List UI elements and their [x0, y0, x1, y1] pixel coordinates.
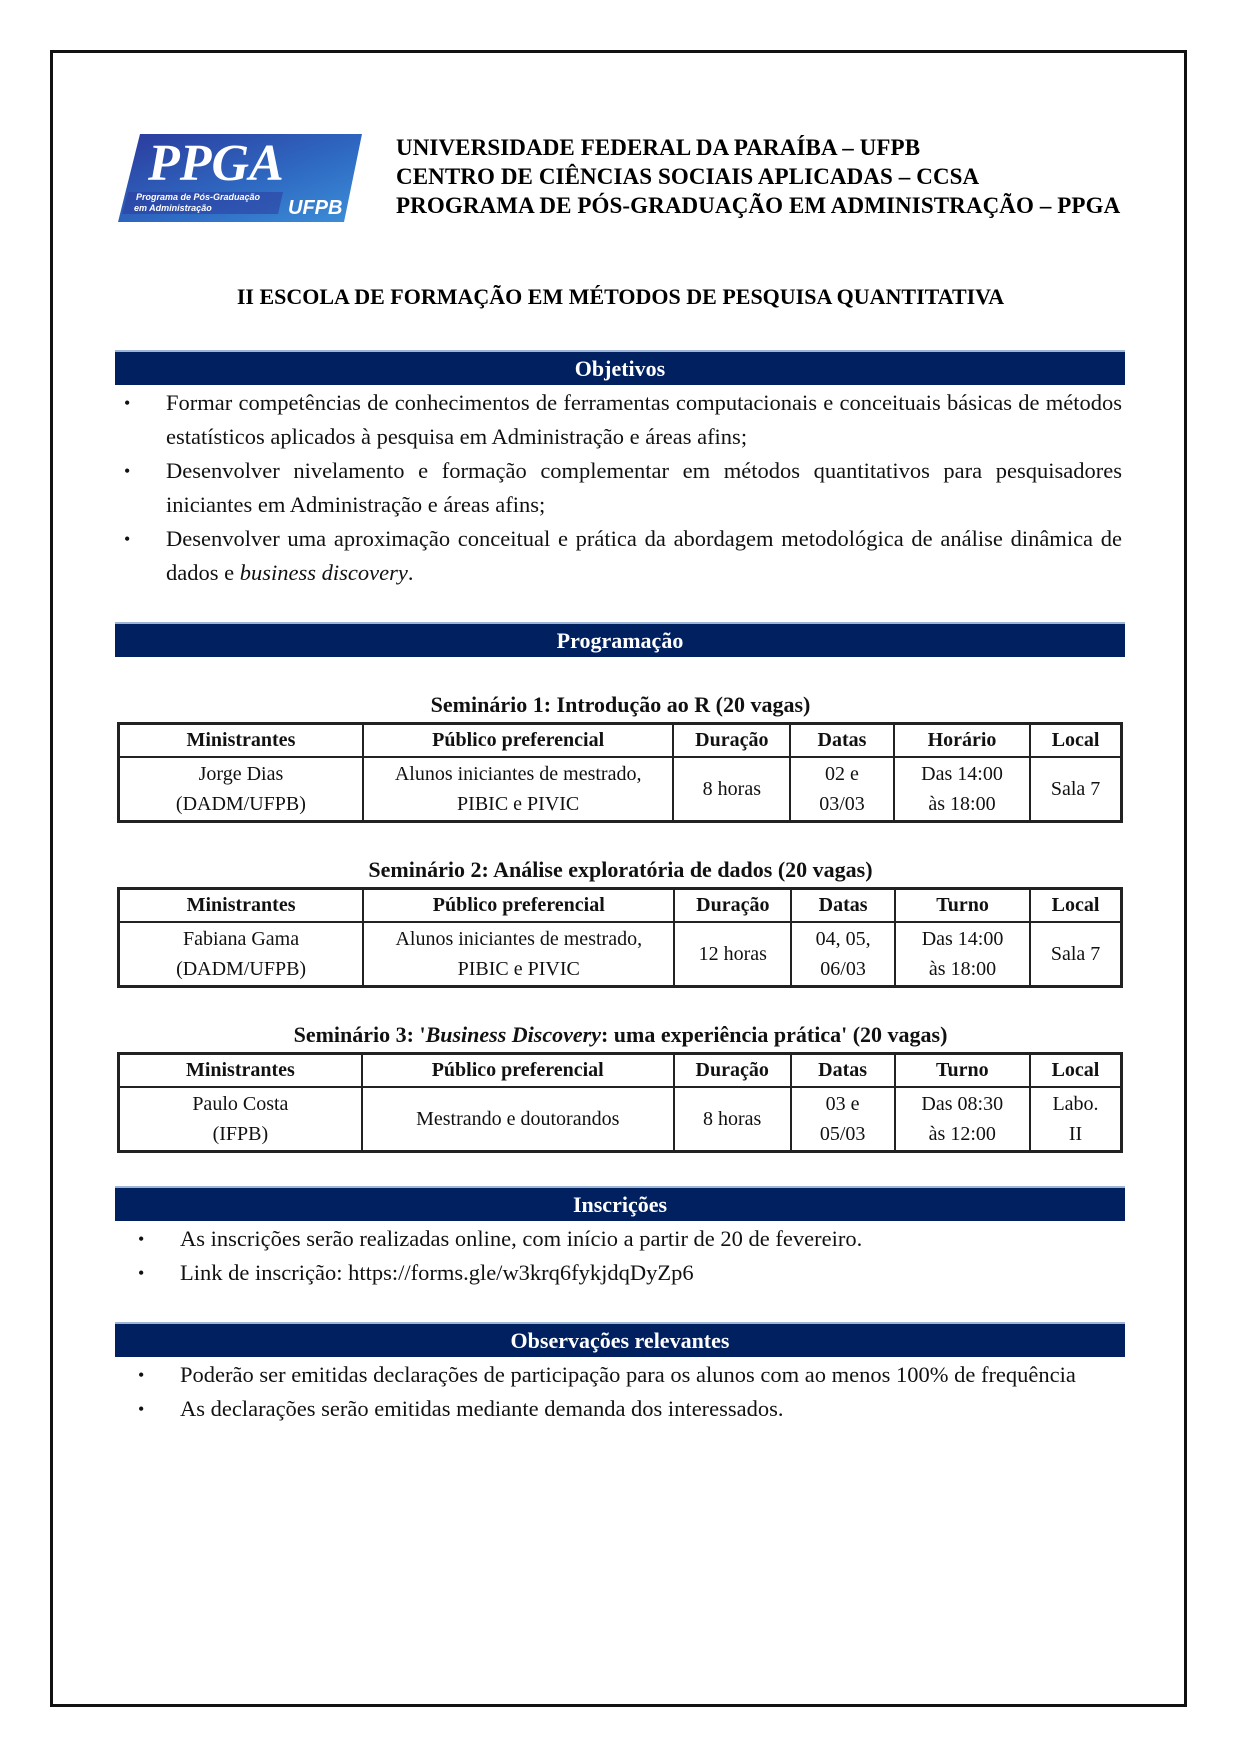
section-bar-objetivos: Objetivos: [115, 350, 1125, 385]
column-header: Turno: [895, 1054, 1030, 1088]
logo-subtitle-1: Programa de Pós-Graduação: [136, 192, 261, 202]
section-bar-inscricoes: Inscrições: [115, 1186, 1125, 1221]
column-header: Ministrantes: [119, 889, 364, 923]
bullet-icon: •: [138, 1399, 145, 1419]
cell-publico: Mestrando e doutorandos: [362, 1087, 674, 1152]
logo-subtitle-2: em Administração: [134, 203, 212, 213]
header-program: PROGRAMA DE PÓS-GRADUAÇÃO EM ADMINISTRAÇÃO – PPGA: [396, 193, 1121, 218]
cell-duracao: 8 horas: [673, 757, 790, 822]
bullet-icon: •: [124, 461, 131, 481]
table-row: [119, 757, 1122, 822]
seminar-2-table: [117, 887, 1123, 988]
column-header: Ministrantes: [119, 724, 363, 758]
section-bar-programacao: Programação: [115, 622, 1125, 657]
column-header: Público preferencial: [363, 724, 674, 758]
bullet-icon: •: [138, 1365, 145, 1385]
column-header: Público preferencial: [363, 889, 674, 923]
bullet-icon: •: [138, 1263, 145, 1283]
cell-duracao: 8 horas: [674, 1087, 791, 1152]
column-header: Ministrantes: [119, 1054, 362, 1088]
column-header: Datas: [790, 724, 894, 758]
column-header: Duração: [674, 1054, 791, 1088]
cell-datas: 04, 05, 06/03: [791, 922, 895, 987]
column-header: Local: [1030, 1054, 1122, 1088]
cell-duracao: 12 horas: [674, 922, 791, 987]
cell-local: Labo. II: [1030, 1087, 1122, 1152]
column-header: Datas: [791, 1054, 895, 1088]
seminar-1-title: Seminário 1: Introdução ao R (20 vagas): [430, 692, 811, 717]
header-center: CENTRO DE CIÊNCIAS SOCIAIS APLICADAS – CCSA: [396, 164, 980, 189]
bullet-icon: •: [124, 393, 131, 413]
column-header: Público preferencial: [362, 1054, 674, 1088]
list-item[interactable]: [132, 1256, 1122, 1290]
cell-ministrante: Paulo Costa (IFPB): [119, 1087, 362, 1152]
cell-publico: Alunos iniciantes de mestrado, PIBIC e PIVIC: [363, 757, 674, 822]
column-header: Turno: [895, 889, 1030, 923]
cell-local: Sala 7: [1030, 922, 1121, 987]
column-header: Horário: [894, 724, 1030, 758]
cell-local: Sala 7: [1030, 757, 1121, 822]
bullet-icon: •: [124, 529, 131, 549]
cell-turno: Das 08:30 às 12:00: [895, 1087, 1030, 1152]
column-header: Duração: [674, 889, 791, 923]
cell-horario: Das 14:00 às 18:00: [894, 757, 1030, 822]
list-item: • Formar competências de conhecimentos de ferramentas computacionais e conceituais básicas de métodos estatísticos aplicados à pesquisa em Administração e áreas afins;: [118, 386, 1122, 454]
table-row: [119, 922, 1122, 987]
institution-header: [396, 133, 1120, 220]
cell-ministrante: Fabiana Gama (DADM/UFPB): [119, 922, 364, 987]
cell-datas: 03 e 05/03: [791, 1087, 895, 1152]
document-title: II ESCOLA DE FORMAÇÃO EM MÉTODOS DE PESQUISA QUANTITATIVA: [236, 284, 1005, 309]
list-item: • As inscrições serão realizadas online, com início a partir de 20 de fevereiro.: [132, 1222, 1122, 1256]
cell-datas: 02 e 03/03: [790, 757, 894, 822]
list-item: • Desenvolver uma aproximação conceitual e prática da abordagem metodológica de análise dinâmica de dados e business discovery.: [118, 522, 1122, 590]
list-item: • Desenvolver nivelamento e formação complementar em métodos quantitativos para pesquisadores iniciantes em Administração e áreas afins;: [118, 454, 1122, 522]
observacoes-list: [132, 1358, 1122, 1426]
registration-link[interactable]: Link de inscrição: https://forms.gle/w3krq6fykjdqDyZp6: [180, 1260, 694, 1285]
list-item: • As declarações serão emitidas mediante demanda dos interessados.: [132, 1392, 1122, 1426]
objetivos-list: [118, 386, 1122, 590]
bullet-icon: •: [138, 1229, 145, 1249]
list-item: • Poderão ser emitidas declarações de participação para os alunos com ao menos 100% de frequência: [132, 1358, 1122, 1392]
logo-acronym: PPGA: [148, 135, 284, 192]
column-header: Local: [1030, 889, 1121, 923]
section-bar-observacoes: Observações relevantes: [115, 1322, 1125, 1357]
header-university: UNIVERSIDADE FEDERAL DA PARAÍBA – UFPB: [396, 135, 921, 160]
seminar-3-title: Seminário 3: 'Business Discovery: uma experiência prática' (20 vagas): [293, 1022, 948, 1047]
column-header: Local: [1030, 724, 1121, 758]
cell-turno: Das 14:00 às 18:00: [895, 922, 1030, 987]
inscricoes-list: [132, 1222, 1122, 1290]
cell-ministrante: Jorge Dias (DADM/UFPB): [119, 757, 363, 822]
cell-publico: Alunos iniciantes de mestrado, PIBIC e PIVIC: [363, 922, 674, 987]
ppga-logo: [118, 134, 362, 222]
seminar-3-table: [117, 1052, 1123, 1153]
column-header: Duração: [673, 724, 790, 758]
seminar-1-table: [117, 722, 1123, 823]
logo-institution: UFPB: [288, 197, 343, 219]
column-header: Datas: [791, 889, 895, 923]
seminar-2-title: Seminário 2: Análise exploratória de dados (20 vagas): [368, 857, 873, 882]
table-row: [119, 1087, 1122, 1152]
